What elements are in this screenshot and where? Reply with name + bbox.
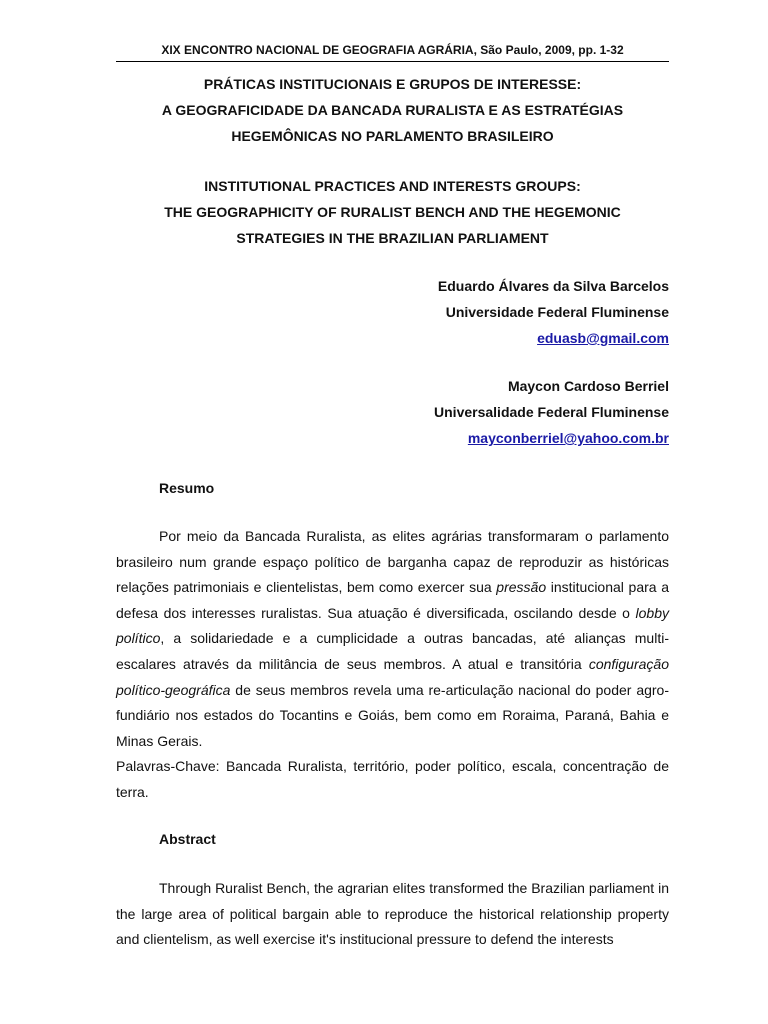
title-pt-line-3: HEGEMÔNICAS NO PARLAMENTO BRASILEIRO xyxy=(231,128,554,144)
resumo-emphasis-2: lobby político xyxy=(116,604,669,647)
author-affiliation: Universidade Federal Fluminense xyxy=(445,304,669,320)
author-name: Eduardo Álvares da Silva Barcelos xyxy=(437,278,669,294)
resumo-emphasis-1: pressão xyxy=(496,579,547,596)
resumo-text-4: de seus membros revela uma re-articulação nacional do poder agro-fundiário nos estados do Tocantins e Goiás, bem como em Roraima, Paraná, Bahia e Minas Gerais. xyxy=(116,681,669,749)
title-portuguese xyxy=(116,71,669,149)
resumo-text-1: Por meio da Bancada Ruralista, as elites agrárias transformaram o parlamento brasileiro num grande espaço político de barganha capaz de reproduzir as históricas relações patrimoniais e clientelistas, bem como exercer sua xyxy=(116,528,669,596)
abstract-body xyxy=(116,876,669,953)
title-en-line-2: THE GEOGRAPHICITY OF RURALIST BENCH AND THE HEGEMONIC xyxy=(164,204,621,220)
title-english xyxy=(116,173,669,251)
author-block-1 xyxy=(116,273,669,351)
title-pt-line-2: A GEOGRAFICIDADE DA BANCADA RURALISTA E AS ESTRATÉGIAS xyxy=(161,102,624,118)
abstract-paragraph: Through Ruralist Bench, the agrarian elites transformed the Brazilian parliament in the large area of political bargain able to reproduce the historical relationship property and clientelism, as well exercise it's institucional pressure to defend the interests xyxy=(116,880,669,948)
title-pt-line-1: PRÁTICAS INSTITUCIONAIS E GRUPOS DE INTERESSE: xyxy=(203,76,582,92)
author-email-link[interactable]: eduasb@gmail.com xyxy=(537,330,669,346)
header-rule xyxy=(116,61,669,62)
resumo-keywords: Palavras-Chave: Bancada Ruralista, território, poder político, escala, concentração de terra. xyxy=(116,758,669,800)
abstract-heading: Abstract xyxy=(159,831,216,847)
author-block-2 xyxy=(116,373,669,451)
resumo-paragraph xyxy=(116,524,669,754)
resumo-text-3: , a solidariedade e a cumplicidade a outras bancadas, até alianças multi-escalares através da militância de seus membros. A atual e transitória xyxy=(116,630,669,672)
resumo-text-2: institucional para a defesa dos interesses ruralistas. Sua atuação é diversificada, oscilando desde o xyxy=(116,579,669,621)
author-name: Maycon Cardoso Berriel xyxy=(507,378,669,394)
author-affiliation: Universalidade Federal Fluminense xyxy=(434,404,669,420)
resumo-heading: Resumo xyxy=(159,480,215,496)
author-email-link[interactable]: mayconberriel@yahoo.com.br xyxy=(467,430,669,446)
resumo-body xyxy=(116,524,669,806)
title-en-line-1: INSTITUTIONAL PRACTICES AND INTERESTS GROUPS: xyxy=(204,178,581,194)
resumo-emphasis-3: configuração político-geográfica xyxy=(116,655,669,698)
title-en-line-3: STRATEGIES IN THE BRAZILIAN PARLIAMENT xyxy=(236,230,549,246)
running-header: XIX ENCONTRO NACIONAL DE GEOGRAFIA AGRÁRIA, São Paulo, 2009, pp. 1-32 xyxy=(161,43,624,57)
